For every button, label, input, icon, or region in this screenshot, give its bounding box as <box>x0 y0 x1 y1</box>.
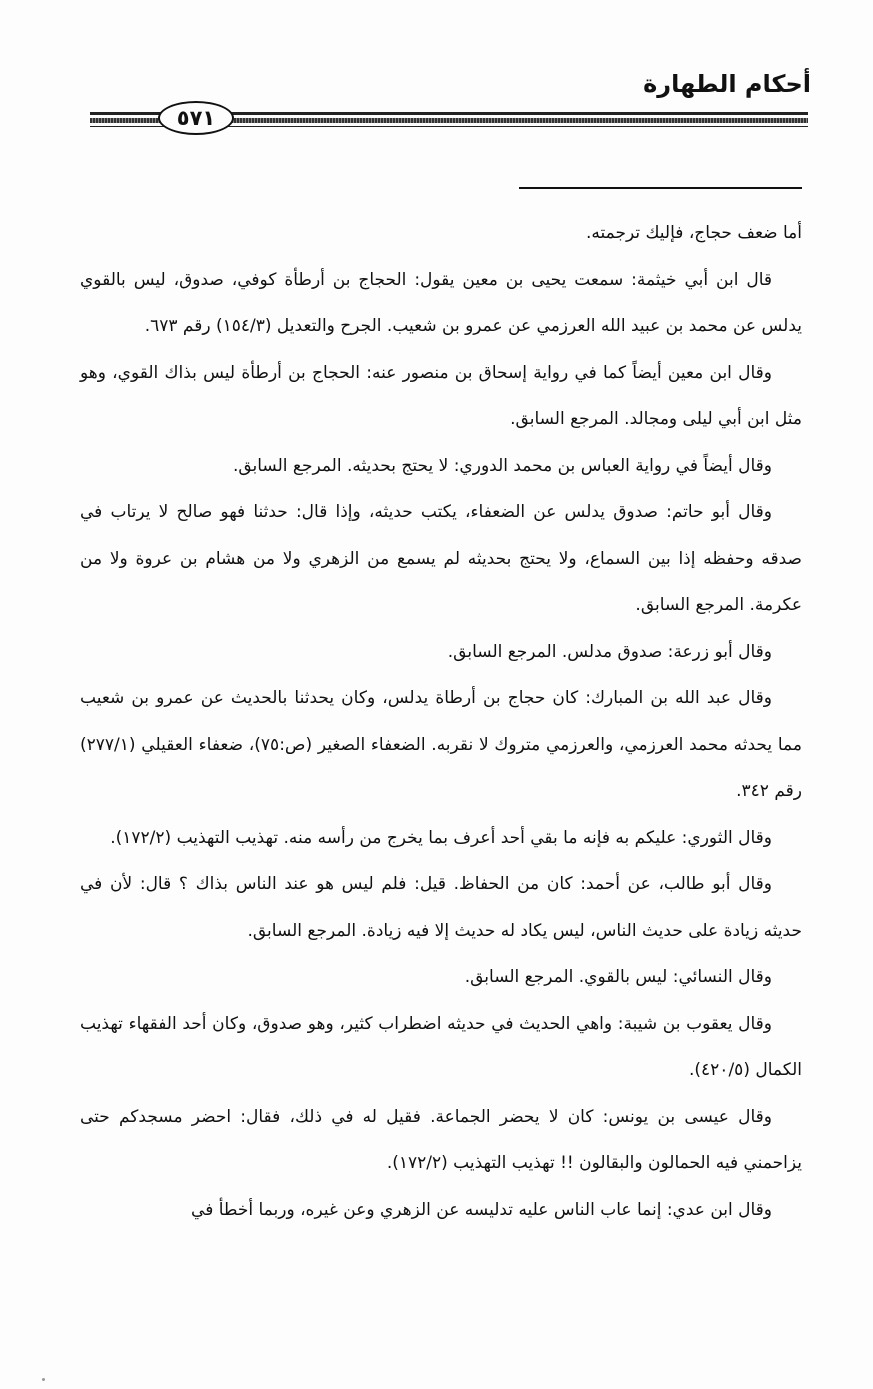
paragraph: وقال الثوري: عليكم به فإنه ما بقي أحد أعرف بما يخرج من رأسه منه. تهذيب التهذيب (١٧٢/٢). <box>110 827 772 848</box>
scan-speck <box>42 1378 45 1381</box>
paragraph: وقال أبو زرعة: صدوق مدلس. المرجع السابق. <box>447 641 772 662</box>
book-title: أحكام الطهارة <box>643 70 811 98</box>
paragraph: وقال ابن معين أيضاً كما في رواية إسحاق بن منصور عنه: الحجاج بن أرطأة ليس بذاك القوي، وهو مثل ابن أبي ليلى ومجالد. المرجع السابق. <box>80 362 802 429</box>
paragraph: وقال أبو طالب، عن أحمد: كان من الحفاظ. قيل: فلم ليس هو عند الناس بذاك ؟ قال: لأن في حديثه زيادة على حديث الناس، ليس يكاد له حديث إلا فيه زيادة. المرجع السابق. <box>80 874 802 941</box>
paragraph: قال ابن أبي خيثمة: سمعت يحيى بن معين يقول: الحجاج بن أرطأة كوفي، صدوق، ليس بالقوي يدلس عن محمد بن عبيد الله العرزمي عن عمرو بن شعيب. الجرح والتعديل (١٥٤/٣) رقم ٦٧٣. <box>80 269 802 336</box>
paragraph: وقال النسائي: ليس بالقوي. المرجع السابق. <box>464 967 772 987</box>
page-number: ٥٧١ <box>158 101 234 135</box>
paragraph: وقال أبو حاتم: صدوق يدلس عن الضعفاء، يكتب حديثه، وإذا قال: حدثنا فهو صالح لا يرتاب في صدقه وحفظه إذا بين السماع، ولا يحتج بحديثه لم يسمع من الزهري ولا من هشام بن عروة ولا من عكرمة. المرجع السابق. <box>80 502 802 615</box>
paragraph: وقال عبد الله بن المبارك: كان حجاج بن أرطاة يدلس، وكان يحدثنا بالحديث عن عمرو بن شعيب مما يحدثه محمد العرزمي، والعرزمي متروك لا نقربه. الضعفاء الصغير (ص:٧٥)، ضعفاء العقيلي (٢٧٧/١) رقم ٣٤٢. <box>80 688 802 801</box>
paragraph: وقال ابن عدي: إنما عاب الناس عليه تدليسه عن الزهري وعن غيره، وربما أخطأ في <box>191 1199 772 1220</box>
footnote-body <box>80 210 802 1233</box>
paragraph: وقال عيسى بن يونس: كان لا يحضر الجماعة. فقيل له في ذلك، فقال: احضر مسجدكم حتى يزاحمني فيه الحمالون والبقالون !! تهذيب التهذيب (١٧٢/٢). <box>80 1106 802 1173</box>
footnote-separator <box>519 187 802 189</box>
paragraph: وقال يعقوب بن شيبة: واهي الحديث في حديثه اضطراب كثير، وهو صدوق، وكان أحد الفقهاء تهذيب الكمال (٤٢٠/٥). <box>80 1013 802 1080</box>
paragraph: أما ضعف حجاج، فإليك ترجمته. <box>585 223 802 243</box>
paragraph: وقال أيضاً في رواية العباس بن محمد الدوري: لا يحتج بحديثه. المرجع السابق. <box>232 455 772 476</box>
